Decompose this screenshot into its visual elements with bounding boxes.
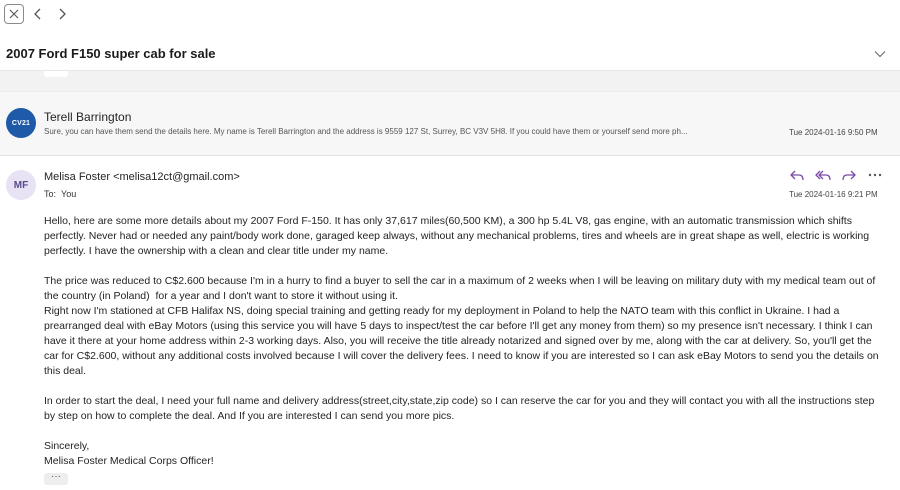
reply-all-icon[interactable]	[814, 166, 832, 184]
body-paragraph: The price was reduced to C$2.600 because I'm in a hurry to find a buyer to sell the car in a maximum of 2 weeks when I will be leaving on military duty with my medical team out of the country (in Poland) for a year and I don't want to store it without using it.	[44, 275, 879, 302]
message-body	[44, 214, 884, 469]
reply-icon[interactable]	[788, 166, 806, 184]
thread-subject-bar	[0, 40, 900, 71]
more-icon[interactable]	[866, 166, 884, 184]
chevron-left-icon[interactable]	[30, 6, 46, 22]
recipient-name[interactable]: You	[61, 189, 77, 199]
signature: Melisa Foster Medical Corps Officer!	[44, 455, 214, 467]
top-toolbar	[0, 0, 900, 30]
avatar: MF	[6, 170, 36, 200]
body-paragraph: In order to start the deal, I need your full name and delivery address(street,city,state,zip code) so I can reserve the car for you and they will contact you with all the instructions step by step on how to complete the deal. And If you are interested I can send you more pics.	[44, 395, 878, 422]
open-message	[0, 158, 900, 490]
sender-name[interactable]: Melisa Foster <melisa12ct@gmail.com>	[44, 171, 240, 183]
body-paragraph: Right now I'm stationed at CFB Halifax NS, doing special training and getting ready for my deployment in Poland to help the NATO team with this conflict in Ukraine. I had a prearranged deal with eBay Motors (using this service you will have 5 days to inspect/test the car before I'll get any money from them) so my presence isn't necessary. I think I can have it there at your home address within 2-3 working days. Also, you will receive the title already notarized and signed over by me, along with the car at delivery. So, you'll get the car for C$2.600, without any additional costs involved because I will cover the delivery fees. I need to know if you are interested so I can ask eBay Motors to send you the details on this deal.	[44, 305, 882, 377]
thread-spacer	[0, 71, 900, 91]
collapsed-indicator[interactable]	[44, 71, 68, 77]
show-trimmed-content-button[interactable]: ···	[44, 473, 68, 485]
forward-icon[interactable]	[840, 166, 858, 184]
chevron-down-icon[interactable]	[872, 46, 888, 62]
body-paragraph: Hello, here are some more details about my 2007 Ford F-150. It has only 37,617 miles(60,500 KM), a 300 hp 5.4L V8, gas engine, with an automatic transmission which shifts perfectly. Never had or needed any paint/body work done, garaged keep always, without any mechanical problems, tires and wheels are in great shape as well, electric is working perfectly. I have the ownership with a clean and clear title under my name.	[44, 215, 873, 257]
closing-line: Sincerely,	[44, 440, 90, 452]
message-timestamp: Tue 2024-01-16 9:50 PM	[789, 128, 878, 137]
collapsed-message[interactable]	[0, 91, 900, 156]
sender-name: Terell Barrington	[44, 110, 132, 124]
message-preview: Sure, you can have them send the details here. My name is Terell Barrington and the address is 9559 127 St, Surrey, BC V3V 5H8. If you could have them or yourself send more ph...	[44, 127, 688, 136]
message-timestamp: Tue 2024-01-16 9:21 PM	[789, 190, 878, 199]
avatar: CV21	[6, 108, 36, 138]
thread-subject: 2007 Ford F150 super cab for sale	[6, 46, 216, 61]
close-icon[interactable]	[4, 4, 24, 24]
to-label: To:	[44, 189, 57, 199]
chevron-right-icon[interactable]	[54, 6, 70, 22]
recipients	[44, 189, 76, 199]
